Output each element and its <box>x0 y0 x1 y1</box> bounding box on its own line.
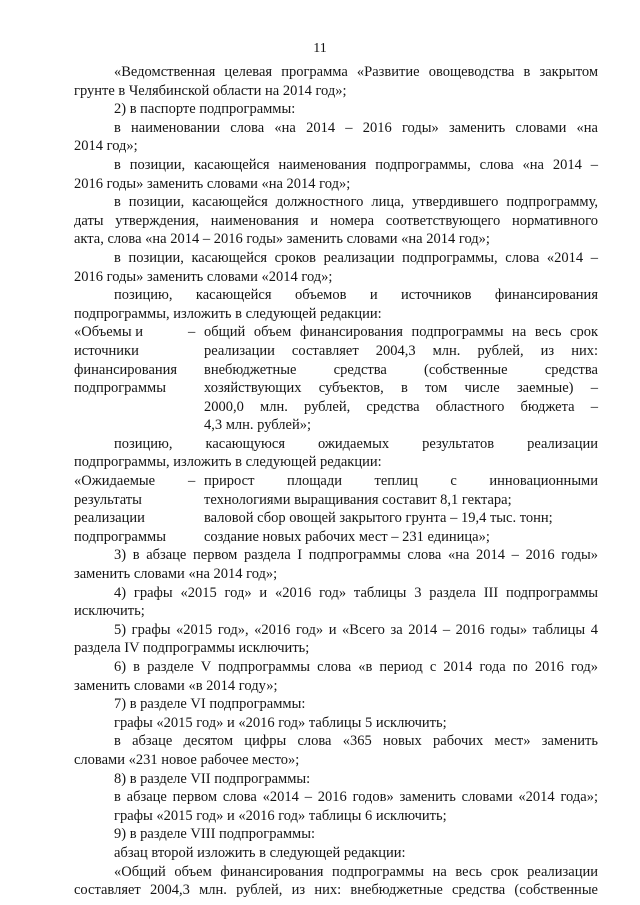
paragraph-line: 9) в разделе VIII подпрограммы: <box>114 826 316 843</box>
paragraph-line: 3) в абзаце первом раздела I подпрограммы слова «на 2014 – 2016 годы» <box>114 547 598 564</box>
paragraph-line: «Ведомственная целевая программа «Развитие овощеводства в закрытом <box>114 64 598 80</box>
text-line: технологиями выращивания составит 8,1 гектара; <box>204 491 512 508</box>
label-line: подпрограммы <box>74 528 166 545</box>
paragraph-line: в наименовании слова «на 2014 – 2016 годы» заменить словами «на <box>114 119 598 136</box>
paragraph-line: 2014 год»; <box>74 138 138 155</box>
paragraph-line: исключить; <box>74 603 145 620</box>
page-number: 11 <box>313 41 327 56</box>
paragraph-line: 2016 годы» заменить словами «2014 год»; <box>74 268 333 285</box>
paragraph-line: 2) в паспорте подпрограммы: <box>114 101 296 118</box>
text-line: валовой сбор овощей закрытого грунта – 19,4 тыс. тонн; <box>204 510 553 527</box>
label-line: реализации <box>74 510 145 527</box>
paragraph-line: абзац второй изложить в следующей редакции: <box>114 844 406 861</box>
paragraph-line: 7) в разделе VI подпрограммы: <box>114 696 306 713</box>
results-text <box>204 472 598 546</box>
paragraph-line: в позиции, касающейся сроков реализации подпрограммы, слова «2014 – <box>114 249 598 266</box>
paragraph-line: составляет 2004,3 млн. рублей, из них: внебюджетные средства (собственные <box>74 882 598 899</box>
paragraph-line: заменить словами «в 2014 году»; <box>74 677 278 694</box>
text-line: прирост площади теплиц с инновационными <box>204 473 598 490</box>
paragraph-line: «Общий объем финансирования подпрограммы на весь срок реализации <box>114 863 598 880</box>
paragraph-line: словами «231 новое рабочее место»; <box>74 751 300 768</box>
paragraph-line: подпрограммы, изложить в следующей редакции: <box>74 454 382 471</box>
label-line: источники <box>74 342 139 359</box>
paragraph-line: в позиции, касающейся наименования подпрограммы, слова «на 2014 – <box>114 156 598 173</box>
paragraph-line: 5) графы «2015 год», «2016 год» и «Всего за 2014 – 2016 годы» таблицы 4 <box>114 621 598 638</box>
label-line: результаты <box>74 491 142 508</box>
label-line: «Ожидаемые <box>74 473 156 490</box>
label-line: подпрограммы <box>74 380 166 397</box>
text-line: создание новых рабочих мест – 231 единица»; <box>204 528 490 545</box>
paragraph-line: графы «2015 год» и «2016 год» таблицы 5 исключить; <box>114 714 447 731</box>
paragraph-line: 8) в разделе VII подпрограммы: <box>114 770 311 787</box>
financing-text <box>204 323 598 435</box>
financing-label <box>74 323 188 435</box>
text-line: хозяйствующих субъектов, в том числе заемные) – <box>204 380 598 397</box>
financing-block <box>74 323 598 435</box>
text-line: внебюджетные средства (собственные средства <box>204 361 598 378</box>
paragraph-line: грунте в Челябинской области на 2014 год»; <box>74 82 347 99</box>
paragraph-line: позицию, касающейся объемов и источников финансирования <box>114 287 598 304</box>
results-label <box>74 472 188 546</box>
paragraph-line: раздела IV подпрограммы исключить; <box>74 640 310 657</box>
text-line: реализации составляет 2004,3 млн. рублей, из них: <box>204 342 598 359</box>
text-line: 4,3 млн. рублей»; <box>204 417 312 434</box>
label-line: финансирования <box>74 361 178 378</box>
dash-separator: – <box>188 324 196 341</box>
paragraph-line: позицию, касающуюся ожидаемых результатов реализации <box>114 435 598 452</box>
paragraph-line: заменить словами «на 2014 год»; <box>74 566 278 583</box>
dash-separator: – <box>188 473 196 490</box>
document-body <box>74 63 598 900</box>
label-line: «Объемы и <box>74 324 143 341</box>
paragraph-line: в позиции, касающейся должностного лица, утвердившего подпрограмму, <box>114 194 598 211</box>
paragraph-line: 6) в разделе V подпрограммы слова «в период с 2014 года по 2016 год» <box>114 659 598 675</box>
paragraph-line: в абзаце первом слова «2014 – 2016 годов» заменить словами «2014 года»; <box>114 789 598 806</box>
paragraph-line: 2016 годы» заменить словами «на 2014 год»; <box>74 175 351 192</box>
paragraph-line: подпрограммы, изложить в следующей редакции: <box>74 305 382 322</box>
text-line: общий объем финансирования подпрограммы на весь срок <box>204 324 598 341</box>
results-block <box>74 472 598 546</box>
paragraph-line: 4) графы «2015 год» и «2016 год» таблицы 3 раздела III подпрограммы <box>114 584 598 601</box>
paragraph-line: акта, слова «на 2014 – 2016 годы» заменить словами «на 2014 год»; <box>74 231 490 248</box>
text-line: 2000,0 млн. рублей, средства областного бюджета – <box>204 398 598 415</box>
paragraph-line: даты утверждения, наименования и номера соответствующего нормативного <box>74 212 598 229</box>
paragraph-line: в абзаце десятом цифры слова «365 новых рабочих мест» заменить <box>114 733 598 750</box>
paragraph-line: графы «2015 год» и «2016 год» таблицы 6 исключить; <box>114 807 447 824</box>
